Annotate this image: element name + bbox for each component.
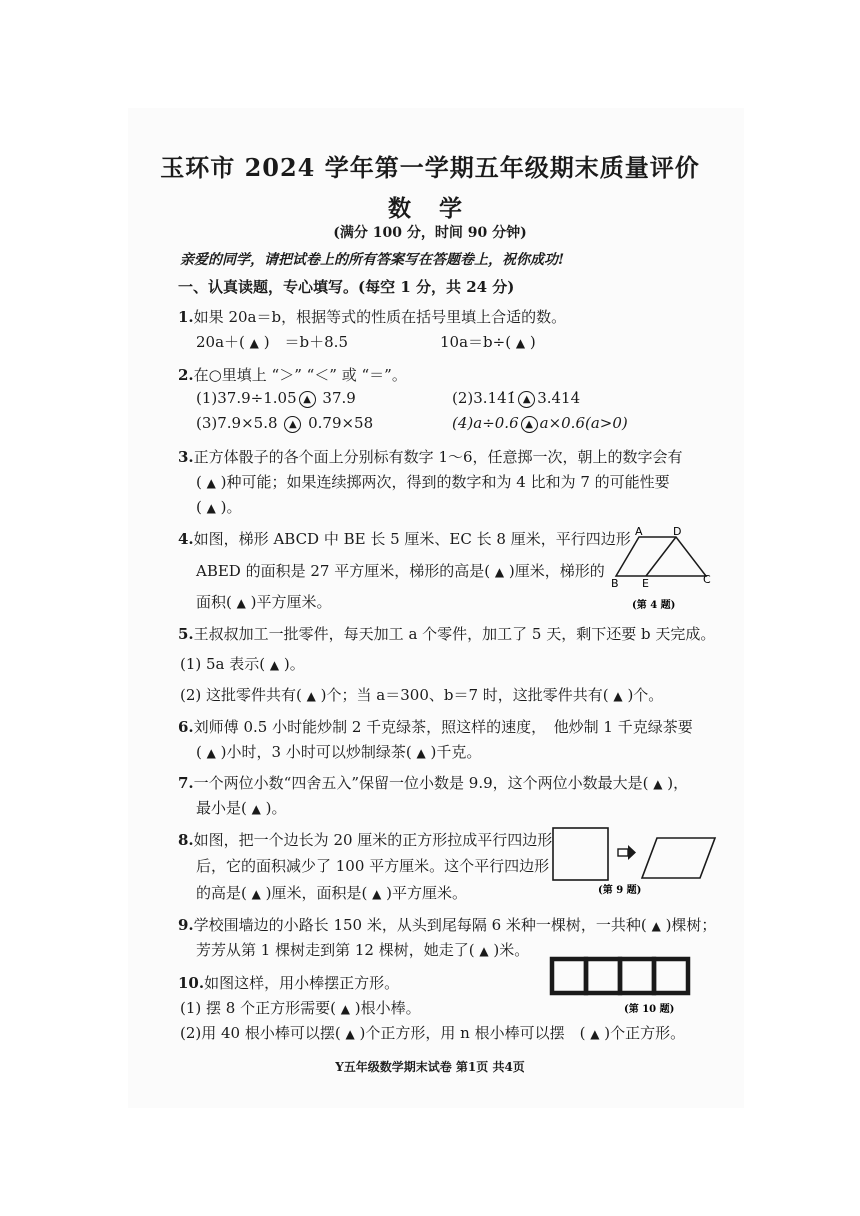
question-4: 4.如图，梯形 ABCD 中 BE 长 5 厘米、EC 长 8 厘米，平行四边形 bbox=[178, 530, 631, 548]
q5-sub-2: (2) 这批零件共有( ▲ )个；当 a＝300、b＝7 时，这批零件共有( ▲ )个。 bbox=[180, 686, 664, 704]
q-number: 4. bbox=[178, 530, 194, 548]
q3-line-3: ( ▲ )。 bbox=[196, 498, 242, 516]
compare-circle: ▲ bbox=[299, 391, 316, 408]
stick-square bbox=[620, 959, 654, 993]
q2-part-3: (3)7.9×5.8 ▲ 0.79×58 bbox=[196, 414, 374, 432]
answer-blank-icon: ▲ bbox=[416, 746, 426, 760]
label-a: A bbox=[635, 525, 643, 538]
q9-line-2: 芳芳从第 1 棵树走到第 12 棵树，她走了( ▲ )米。 bbox=[196, 941, 530, 959]
answer-blank-icon: ▲ bbox=[251, 887, 261, 901]
trapezoid-figure bbox=[606, 525, 718, 615]
compare-circle: ▲ bbox=[518, 391, 535, 408]
subject-title: 数 学 bbox=[387, 195, 472, 222]
q10-sub-2: (2)用 40 根小棒可以摆( ▲ )个正方形，用 n 根小棒可以摆 ( ▲ )个正方形。 bbox=[180, 1024, 686, 1042]
answer-blank-icon: ▲ bbox=[515, 336, 526, 350]
q-number: 2. bbox=[178, 366, 194, 384]
question-10: 10.如图这样，用小棒摆正方形。 bbox=[178, 974, 400, 992]
question-7: 7.一个两位小数“四舍五入”保留一位小数是 9.9，这个两位小数最大是( ▲ )， bbox=[178, 774, 689, 792]
q5-sub-1: (1) 5a 表示( ▲ )。 bbox=[180, 655, 305, 673]
parallelogram-shape bbox=[642, 838, 715, 878]
section-heading: 一、认真读题，专心填写。(每空 1 分，共 24 分) bbox=[178, 278, 515, 296]
q-number: 3. bbox=[178, 448, 194, 466]
q4-line-2: ABED 的面积是 27 平方厘米，梯形的高是( ▲ )厘米，梯形的 bbox=[196, 562, 605, 580]
exam-title: 玉环市 2024 学年第一学期五年级期末质量评价 bbox=[160, 153, 700, 182]
answer-blank-icon: ▲ bbox=[306, 689, 316, 703]
q7-line-2: 最小是( ▲ )。 bbox=[196, 799, 287, 817]
q-number: 9. bbox=[178, 916, 194, 934]
q8-line-2: 后，它的面积减少了 100 平方厘米。这个平行四边形 bbox=[196, 857, 550, 875]
exam-note: (满分 100 分，时间 90 分钟) bbox=[333, 225, 527, 241]
answer-blank-icon: ▲ bbox=[206, 476, 216, 490]
q-number: 1. bbox=[178, 308, 194, 326]
question-8: 8.如图，把一个边长为 20 厘米的正方形拉成平行四边形 bbox=[178, 831, 553, 849]
matchstick-squares-figure bbox=[548, 955, 700, 1019]
q2-part-2: (2)3.14̇1̇ ▲ 3.4̇14̇ bbox=[452, 389, 581, 407]
q1-equation-b: 10a＝b÷( ▲ ) bbox=[440, 333, 536, 351]
answer-blank-icon: ▲ bbox=[251, 802, 261, 816]
q-text: 如果 20a＝b，根据等式的性质在括号里填上合适的数。 bbox=[193, 308, 567, 326]
compare-circle: ▲ bbox=[284, 416, 301, 433]
compare-circle: ▲ bbox=[521, 416, 538, 433]
q4-line-3: 面积( ▲ )平方厘米。 bbox=[196, 593, 332, 611]
q-number: 8. bbox=[178, 831, 194, 849]
stick-square bbox=[654, 959, 688, 993]
answer-blank-icon: ▲ bbox=[269, 658, 280, 672]
question-6: 6.刘师傅 0.5 小时能炒制 2 千克绿茶，照这样的速度， 他炒制 1 千克绿茶要 bbox=[178, 718, 693, 736]
answer-blank-icon: ▲ bbox=[236, 596, 246, 610]
q-number: 10. bbox=[178, 974, 205, 992]
stick-square bbox=[586, 959, 620, 993]
answer-blank-icon: ▲ bbox=[345, 1027, 355, 1041]
label-b: B bbox=[611, 577, 619, 590]
square-to-parallelogram-figure bbox=[550, 826, 720, 898]
label-d: D bbox=[673, 525, 682, 538]
q1-equation-a: 20a＋( ▲ ) ＝b＋8.5 bbox=[196, 333, 348, 351]
page-footer: Y五年级数学期末试卷 第1页 共4页 bbox=[335, 1060, 525, 1074]
q-number: 7. bbox=[178, 774, 194, 792]
figure-caption: (第 10 题) bbox=[624, 1004, 675, 1015]
q-number: 5. bbox=[178, 625, 194, 643]
answer-blank-icon: ▲ bbox=[653, 777, 663, 791]
figure-caption: (第 9 题) bbox=[598, 885, 642, 896]
figure-caption: (第 4 题) bbox=[632, 600, 676, 611]
answer-blank-icon: ▲ bbox=[206, 501, 216, 515]
answer-blank-icon: ▲ bbox=[249, 336, 259, 350]
square-shape bbox=[553, 828, 608, 880]
question-3: 3.正方体骰子的各个面上分别标有数字 1～6，任意掷一次，朝上的数字会有 bbox=[178, 448, 683, 466]
answer-blank-icon: ▲ bbox=[590, 1027, 600, 1041]
q-number: 6. bbox=[178, 718, 194, 736]
question-2 bbox=[178, 364, 407, 385]
stick-square bbox=[552, 959, 586, 993]
question-9: 9.学校围墙边的小路长 150 米，从头到尾每隔 6 米种一棵树，一共种( ▲ )棵树； bbox=[178, 916, 717, 934]
answer-blank-icon: ▲ bbox=[206, 746, 216, 760]
answer-blank-icon: ▲ bbox=[372, 887, 382, 901]
answer-blank-icon: ▲ bbox=[340, 1002, 350, 1016]
q-text: 在○里填上 “＞” “＜” 或 “＝”。 bbox=[193, 366, 407, 384]
q2-part-1: (1)37.9÷1.05 ▲ 37.9 bbox=[196, 389, 356, 407]
answer-blank-icon: ▲ bbox=[494, 565, 505, 579]
q2-part-4: (4)a÷0.6 ▲ a×0.6(a>0) bbox=[452, 414, 628, 432]
question-5: 5.王叔叔加工一批零件，每天加工 a 个零件，加工了 5 天，剩下还要 b 天完成。 bbox=[178, 625, 716, 643]
label-e: E bbox=[642, 577, 649, 590]
answer-blank-icon: ▲ bbox=[479, 944, 489, 958]
answer-blank-icon: ▲ bbox=[613, 689, 623, 703]
q10-sub-1: (1) 摆 8 个正方形需要( ▲ )根小棒。 bbox=[180, 999, 421, 1017]
greeting: 亲爱的同学，请把试卷上的所有答案写在答题卷上，祝你成功! bbox=[180, 252, 565, 268]
q3-line-2: ( ▲ )种可能；如果连续掷两次，得到的数字和为 4 比和为 7 的可能性要 bbox=[196, 473, 670, 491]
label-c: C bbox=[703, 573, 711, 586]
question-1 bbox=[178, 306, 566, 327]
answer-blank-icon: ▲ bbox=[651, 919, 661, 933]
arrow-right-icon bbox=[618, 845, 636, 860]
segment-de bbox=[646, 537, 676, 576]
q8-line-3: 的高是( ▲ )厘米，面积是( ▲ )平方厘米。 bbox=[196, 884, 468, 902]
q6-line-2: ( ▲ )小时，3 小时可以炒制绿茶( ▲ )千克。 bbox=[196, 743, 482, 761]
